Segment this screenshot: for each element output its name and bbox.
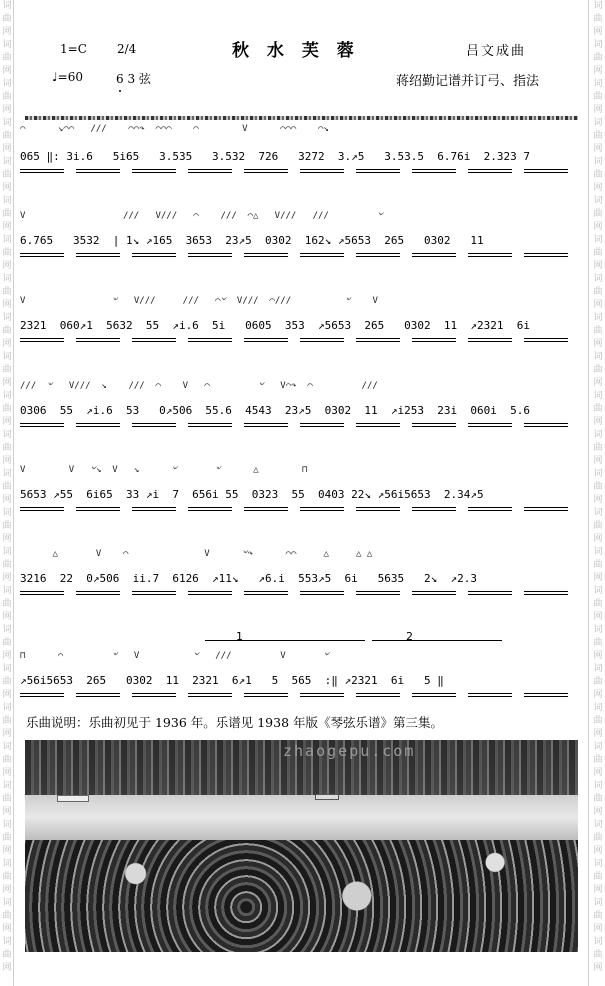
watermark-glyph: 曲 bbox=[593, 14, 603, 24]
watermark-glyph: 网 bbox=[593, 846, 603, 856]
notation-line: 3216 22 0↗506 ii.7 6126 ↗11↘ ↗6.i 553↗5 6i 5635 2↘ ↗2.3 bbox=[20, 572, 477, 585]
watermark-glyph: 词 bbox=[593, 313, 603, 323]
watermark-glyph: 曲 bbox=[593, 599, 603, 609]
watermark-glyph: 网 bbox=[2, 846, 12, 856]
watermark-glyph: 网 bbox=[2, 690, 12, 700]
volta-number-1: 1 bbox=[236, 630, 243, 643]
bowing-marks: V ৺ V/// /// ⌒৺ V/// ⌒/// ৺ V bbox=[20, 296, 378, 306]
watermark-glyph: 网 bbox=[2, 105, 12, 115]
watermark-glyph: 词 bbox=[2, 820, 12, 830]
watermark-glyph: 曲 bbox=[2, 755, 12, 765]
score-row bbox=[20, 124, 580, 184]
watermark-glyph: 网 bbox=[593, 963, 603, 973]
watermark-glyph: 网 bbox=[2, 300, 12, 310]
tempo-mark: ♩=60 bbox=[52, 70, 83, 84]
watermark-glyph: 曲 bbox=[2, 794, 12, 804]
score-row bbox=[20, 208, 580, 268]
watermark-glyph: 曲 bbox=[593, 872, 603, 882]
watermark-glyph: 网 bbox=[593, 378, 603, 388]
watermark-glyph: 网 bbox=[2, 183, 12, 193]
beam-line bbox=[20, 423, 580, 424]
watermark-glyph: 网 bbox=[593, 807, 603, 817]
watermark-glyph: 曲 bbox=[2, 404, 12, 414]
watermark-glyph: 词 bbox=[2, 781, 12, 791]
watermark-glyph: 词 bbox=[2, 274, 12, 284]
bowing-marks: ⊓ ⌒ ৺ V ৺ /// V ৺ bbox=[20, 651, 330, 661]
watermark-glyph: 曲 bbox=[593, 326, 603, 336]
watermark-glyph: 曲 bbox=[593, 170, 603, 180]
beam-line bbox=[20, 510, 580, 511]
watermark-glyph: 词 bbox=[2, 586, 12, 596]
watermark-glyph: 网 bbox=[593, 222, 603, 232]
watermark-glyph: 曲 bbox=[2, 950, 12, 960]
right-border-line bbox=[588, 0, 589, 986]
watermark-glyph: 词 bbox=[593, 820, 603, 830]
watermark-glyph: 词 bbox=[593, 196, 603, 206]
volta-bracket-1 bbox=[205, 640, 365, 641]
watermark-glyph: 词 bbox=[593, 937, 603, 947]
watermark-glyph: 词 bbox=[2, 508, 12, 518]
watermark-glyph: 曲 bbox=[593, 92, 603, 102]
watermark-glyph: 词 bbox=[593, 625, 603, 635]
watermark-glyph: 词 bbox=[2, 313, 12, 323]
watermark-glyph: 网 bbox=[593, 300, 603, 310]
watermark-glyph: 曲 bbox=[2, 14, 12, 24]
watermark-glyph: 词 bbox=[593, 118, 603, 128]
watermark-glyph: 曲 bbox=[2, 92, 12, 102]
watermark-glyph: 词 bbox=[2, 157, 12, 167]
watermark-glyph: 曲 bbox=[593, 131, 603, 141]
watermark-glyph: 曲 bbox=[593, 287, 603, 297]
watermark-glyph: 词 bbox=[2, 625, 12, 635]
watermark-glyph: 曲 bbox=[2, 716, 12, 726]
watermark-glyph: 词 bbox=[2, 40, 12, 50]
score-row bbox=[20, 462, 580, 522]
watermark-glyph: 词 bbox=[593, 742, 603, 752]
watermark-glyph: 词 bbox=[593, 547, 603, 557]
watermark-glyph: 曲 bbox=[593, 560, 603, 570]
watermark-glyph: 曲 bbox=[593, 248, 603, 258]
beam-line bbox=[20, 507, 580, 508]
watermark-glyph: 网 bbox=[593, 339, 603, 349]
watermark-glyph: 词 bbox=[593, 664, 603, 674]
watermark-glyph: 词 bbox=[2, 547, 12, 557]
watermark-glyph: 曲 bbox=[593, 209, 603, 219]
watermark-glyph: 曲 bbox=[2, 365, 12, 375]
watermark-glyph: 网 bbox=[593, 261, 603, 271]
watermark-glyph: 曲 bbox=[2, 677, 12, 687]
watermark-glyph: 词 bbox=[2, 430, 12, 440]
watermark-glyph: 网 bbox=[2, 66, 12, 76]
watermark-glyph: 词 bbox=[593, 586, 603, 596]
watermark-glyph: 词 bbox=[593, 1, 603, 11]
watermark-glyph: 曲 bbox=[2, 482, 12, 492]
header-divider bbox=[25, 116, 578, 120]
watermark-glyph: 曲 bbox=[593, 911, 603, 921]
watermark-glyph: 曲 bbox=[593, 716, 603, 726]
beam-line bbox=[20, 426, 580, 427]
beam-line bbox=[20, 696, 580, 697]
watermark-glyph: 曲 bbox=[593, 365, 603, 375]
watermark-glyph: 网 bbox=[2, 807, 12, 817]
watermark-glyph: 词 bbox=[2, 703, 12, 713]
watermark-glyph: 曲 bbox=[2, 170, 12, 180]
watermark-glyph: 曲 bbox=[2, 911, 12, 921]
watermark-glyph: 网 bbox=[2, 378, 12, 388]
bowing-marks: /// ৺ V/// ↘ /// ⌒ V ⌒ ৺ V⌒↷ ⌒ /// bbox=[20, 381, 378, 391]
watermark-glyph: 曲 bbox=[593, 443, 603, 453]
watermark-glyph: 曲 bbox=[2, 131, 12, 141]
watermark-glyph: 网 bbox=[593, 417, 603, 427]
watermark-glyph: 网 bbox=[593, 729, 603, 739]
watermark-glyph: 曲 bbox=[2, 521, 12, 531]
watermark-glyph: 网 bbox=[593, 66, 603, 76]
watermark-glyph: 网 bbox=[593, 651, 603, 661]
watermark-glyph: 曲 bbox=[2, 248, 12, 258]
photo-lake bbox=[25, 795, 578, 840]
bowing-marks: ⌒ ↘⌒⌒ /// ⌒⌒↷ ⌒⌒⌒ ⌒ V ⌒⌒⌒ ⌒↘ bbox=[20, 124, 329, 134]
watermark-glyph: 曲 bbox=[2, 209, 12, 219]
bowing-marks: V V ৺↘ V ↘ ৺ ৺ △ ⊓ bbox=[20, 465, 308, 475]
watermark-glyph: 网 bbox=[593, 144, 603, 154]
watermark-glyph: 词 bbox=[593, 781, 603, 791]
watermark-glyph: 网 bbox=[2, 768, 12, 778]
watermark-glyph: 网 bbox=[2, 261, 12, 271]
beam-line bbox=[20, 253, 580, 254]
watermark-glyph: 词 bbox=[593, 157, 603, 167]
notation-line: 5653 ↗55 6i65 33 ↗i 7 656i 55 0323 55 0403 22↘ ↗56i5653 2.34↗5 bbox=[20, 488, 484, 501]
watermark-glyph: 词 bbox=[2, 1, 12, 11]
watermark-glyph: 曲 bbox=[2, 638, 12, 648]
watermark-glyph: 词 bbox=[2, 79, 12, 89]
beam-line bbox=[20, 594, 580, 595]
watermark-glyph: 曲 bbox=[2, 287, 12, 297]
watermark-glyph: 曲 bbox=[2, 53, 12, 63]
watermark-glyph: 词 bbox=[593, 352, 603, 362]
score-row bbox=[20, 546, 580, 606]
score-row bbox=[20, 378, 580, 438]
beam-line bbox=[20, 256, 580, 257]
watermark-glyph: 网 bbox=[593, 27, 603, 37]
watermark-glyph: 网 bbox=[2, 222, 12, 232]
watermark-glyph: 词 bbox=[2, 898, 12, 908]
watermark-glyph: 曲 bbox=[593, 404, 603, 414]
watermark-column-left bbox=[0, 0, 14, 986]
beam-line bbox=[20, 591, 580, 592]
watermark-glyph: 曲 bbox=[593, 53, 603, 63]
watermark-glyph: 曲 bbox=[593, 482, 603, 492]
beam-line bbox=[20, 172, 580, 173]
beam-line bbox=[20, 169, 580, 170]
watermark-glyph: 词 bbox=[2, 469, 12, 479]
watermark-glyph: 网 bbox=[2, 456, 12, 466]
notation-line: 2321 060↗1 5632 55 ↗i.6 5i 0605 353 ↗5653 265 0302 11 ↗2321 6i bbox=[20, 319, 530, 332]
watermark-glyph: 曲 bbox=[2, 833, 12, 843]
watermark-glyph: 词 bbox=[2, 391, 12, 401]
watermark-glyph: 词 bbox=[593, 79, 603, 89]
string-tuning: 6 3 弦 bbox=[116, 72, 151, 86]
watermark-glyph: 网 bbox=[2, 339, 12, 349]
watermark-glyph: 曲 bbox=[593, 950, 603, 960]
photo-watermark: zhaogepu.com bbox=[283, 742, 416, 760]
bowing-marks: V /// V/// ⌒ /// ⌒△ V/// /// ৺ bbox=[20, 211, 384, 221]
watermark-glyph: 曲 bbox=[2, 599, 12, 609]
beam-line bbox=[20, 338, 580, 339]
watermark-glyph: 网 bbox=[593, 573, 603, 583]
time-signature: 2/4 bbox=[117, 42, 137, 56]
notation-line: 065 ‖: 3i.6 5i65 3.535 3.532 726 3272 3.↗5 3.53.5 6.76i 2.323 7 bbox=[20, 150, 530, 163]
beam-line bbox=[20, 693, 580, 694]
watermark-glyph: 网 bbox=[2, 495, 12, 505]
watermark-glyph: 曲 bbox=[2, 326, 12, 336]
watermark-glyph: 词 bbox=[593, 508, 603, 518]
watermark-glyph: 网 bbox=[2, 573, 12, 583]
volta-number-2: 2 bbox=[406, 630, 413, 643]
watermark-glyph: 网 bbox=[2, 417, 12, 427]
watermark-glyph: 曲 bbox=[2, 443, 12, 453]
score-row bbox=[20, 293, 580, 353]
watermark-glyph: 词 bbox=[593, 703, 603, 713]
watermark-glyph: 网 bbox=[2, 729, 12, 739]
watermark-glyph: 网 bbox=[593, 456, 603, 466]
watermark-glyph: 网 bbox=[2, 885, 12, 895]
beam-line bbox=[20, 341, 580, 342]
watermark-glyph: 曲 bbox=[593, 794, 603, 804]
bowing-marks: △ V ⌒ V ৺↷ ⌒⌒ △ △ △ bbox=[20, 549, 373, 559]
watermark-glyph: 网 bbox=[593, 768, 603, 778]
watermark-glyph: 词 bbox=[593, 430, 603, 440]
watermark-glyph: 曲 bbox=[2, 560, 12, 570]
watermark-glyph: 网 bbox=[593, 495, 603, 505]
watermark-glyph: 词 bbox=[2, 937, 12, 947]
photo-boat bbox=[57, 795, 89, 802]
watermark-glyph: 网 bbox=[2, 27, 12, 37]
composer-credit: 吕文成曲 bbox=[466, 44, 527, 59]
photo-lotus-leaves bbox=[25, 840, 578, 952]
watermark-glyph: 词 bbox=[2, 235, 12, 245]
notation-line: 6.765 3532 | 1↘ ↗165 3653 23↗5 0302 162↘ ↗5653 265 0302 11 bbox=[20, 234, 484, 247]
watermark-glyph: 曲 bbox=[2, 872, 12, 882]
low-octave-dot bbox=[119, 90, 121, 92]
watermark-glyph: 网 bbox=[593, 105, 603, 115]
watermark-glyph: 曲 bbox=[593, 638, 603, 648]
watermark-glyph: 词 bbox=[593, 391, 603, 401]
watermark-glyph: 网 bbox=[593, 690, 603, 700]
song-title: 秋 水 芙 蓉 bbox=[232, 41, 360, 61]
watermark-glyph: 曲 bbox=[593, 677, 603, 687]
watermark-glyph: 词 bbox=[2, 118, 12, 128]
watermark-glyph: 网 bbox=[593, 183, 603, 193]
watermark-glyph: 词 bbox=[593, 274, 603, 284]
watermark-glyph: 网 bbox=[2, 963, 12, 973]
watermark-glyph: 网 bbox=[593, 612, 603, 622]
watermark-glyph: 网 bbox=[593, 924, 603, 934]
key-signature: 1=C bbox=[60, 42, 87, 56]
watermark-glyph: 曲 bbox=[593, 755, 603, 765]
volta-bracket-2 bbox=[372, 640, 502, 641]
watermark-glyph: 词 bbox=[2, 742, 12, 752]
photo-boat bbox=[315, 794, 339, 800]
watermark-glyph: 词 bbox=[2, 664, 12, 674]
watermark-glyph: 词 bbox=[2, 352, 12, 362]
watermark-glyph: 网 bbox=[2, 534, 12, 544]
watermark-glyph: 网 bbox=[2, 651, 12, 661]
watermark-glyph: 词 bbox=[593, 40, 603, 50]
watermark-glyph: 词 bbox=[593, 469, 603, 479]
notation-line: 0306 55 ↗i.6 53 0↗506 55.6 4543 23↗5 0302 11 ↗i253 23i 060i 5.6 bbox=[20, 404, 530, 417]
watermark-column-right bbox=[591, 0, 605, 986]
watermark-glyph: 词 bbox=[2, 196, 12, 206]
score-row bbox=[20, 648, 580, 708]
watermark-glyph: 词 bbox=[593, 859, 603, 869]
editor-credit: 蒋绍勤记谱并订弓、指法 bbox=[396, 74, 540, 89]
music-description: 乐曲说明：乐曲初见于 1936 年。乐谱见 1938 年版《琴弦乐谱》第三集。 bbox=[26, 715, 444, 730]
watermark-glyph: 网 bbox=[2, 612, 12, 622]
watermark-glyph: 网 bbox=[593, 885, 603, 895]
watermark-glyph: 网 bbox=[593, 534, 603, 544]
watermark-glyph: 网 bbox=[2, 144, 12, 154]
notation-line: ↗56i5653 265 0302 11 2321 6↗1 5 565 :‖ ↗2321 6i 5 ‖ bbox=[20, 674, 444, 687]
watermark-glyph: 词 bbox=[593, 235, 603, 245]
watermark-glyph: 曲 bbox=[593, 521, 603, 531]
watermark-glyph: 词 bbox=[2, 859, 12, 869]
lotus-pond-photo bbox=[25, 740, 578, 952]
watermark-glyph: 曲 bbox=[593, 833, 603, 843]
watermark-glyph: 网 bbox=[2, 924, 12, 934]
watermark-glyph: 词 bbox=[593, 898, 603, 908]
